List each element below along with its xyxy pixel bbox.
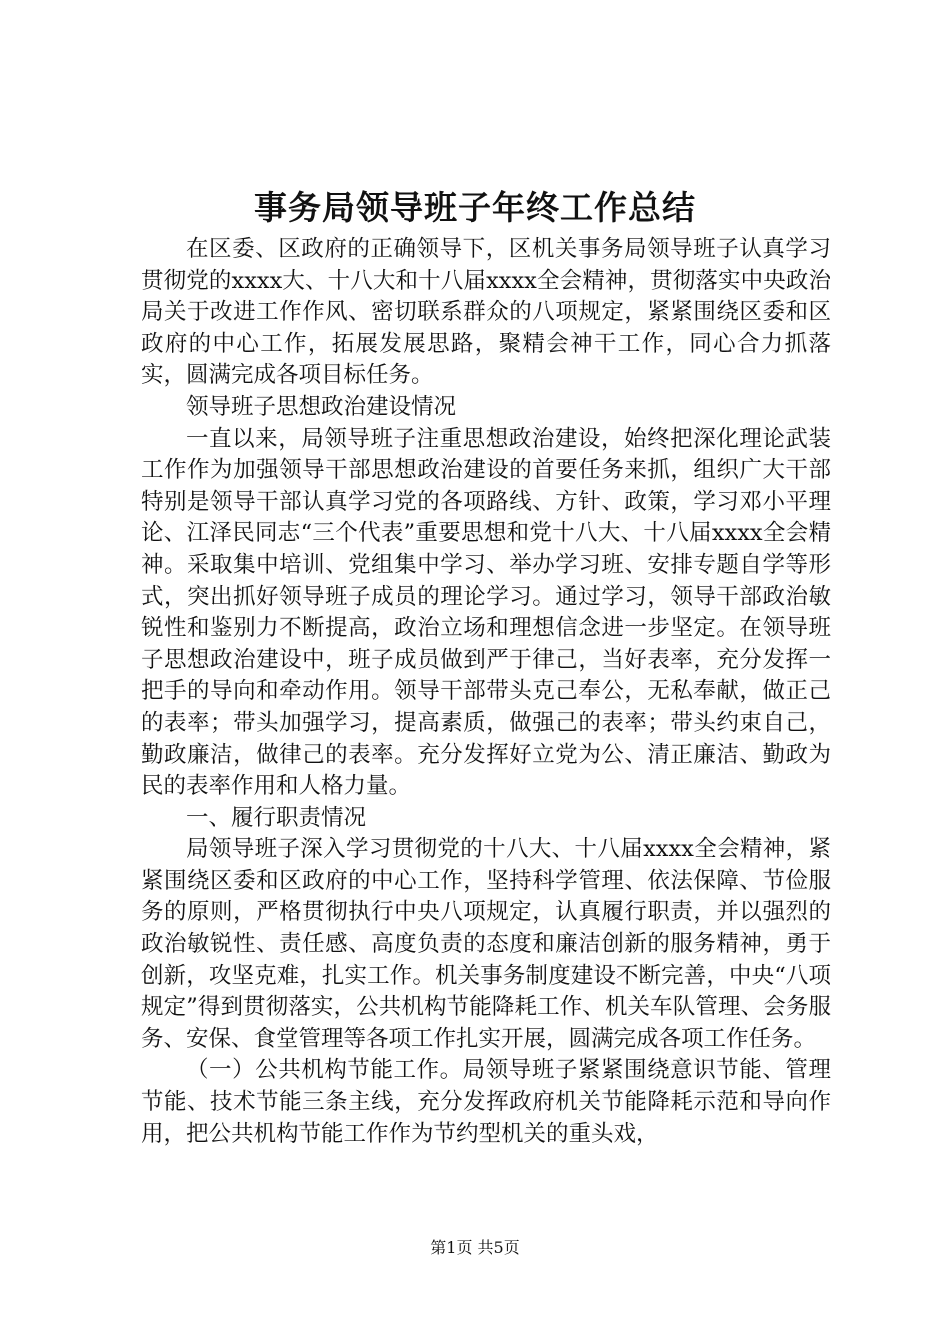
political-paragraph: 一直以来，局领导班子注重思想政治建设，始终把深化理论武装工作作为加强领导干部思想政治建设的首要任务来抓，组织广大干部特别是领导干部认真学习党的各项路线、方针、政策，学习邓小平理论、江泽民同志“三个代表”重要思想和党十八大、十八届xxxx全会精神。采取集中培训、党组集中学习、举办学习班、安排专题自学等形式，突出抓好领导班子成员的理论学习。通过学习，领导干部政治敏锐性和鉴别力不断提高，政治立场和理想信念进一步坚定。在领导班子思想政治建设中，班子成员做到严于律己，当好表率，充分发挥一把手的导向和牵动作用。领导干部带头克己奉公，无私奉献，做正己的表率；带头加强学习，提高素质，做强己的表率；带头约束自己，勤政廉洁，做律己的表率。充分发挥好立党为公、清正廉洁、勤政为民的表率作用和人格力量。 (141, 425, 831, 800)
page-footer: 第1页 共5页 (430, 1238, 520, 1257)
section-heading-political: 领导班子思想政治建设情况 (186, 393, 457, 420)
document-body (141, 234, 831, 1150)
intro-paragraph: 在区委、区政府的正确领导下，区机关事务局领导班子认真学习贯彻党的xxxx大、十八大和十八届xxxx全会精神，贯彻落实中央政治局关于改进工作作风、密切联系群众的八项规定，紧紧围绕区委和区政府的中心工作，拓展发展思路，聚精会神干工作，同心合力抓落实，圆满完成各项目标任务。 (141, 236, 831, 389)
section-heading-duties: 一、履行职责情况 (186, 804, 367, 831)
energy-paragraph: （一）公共机构节能工作。局领导班子紧紧围绕意识节能、管理节能、技术节能三条主线，充分发挥政府机关节能降耗示范和导向作用，把公共机构节能工作作为节约型机关的重头戏， (141, 1057, 831, 1147)
duties-paragraph: 局领导班子深入学习贯彻党的十八大、十八届xxxx全会精神，紧紧围绕区委和区政府的中心工作，坚持科学管理、依法保障、节俭服务的原则，严格贯彻执行中央八项规定，认真履行职责，并以强烈的政治敏锐性、责任感、高度负责的态度和廉洁创新的服务精神，勇于创新，攻坚克难，扎实工作。机关事务制度建设不断完善，中央“八项规定”得到贯彻落实，公共机构节能降耗工作、机关车队管理、会务服务、安保、食堂管理等各项工作扎实开展，圆满完成各项工作任务。 (141, 836, 831, 1052)
document-title: 事务局领导班子年终工作总结 (254, 188, 696, 227)
